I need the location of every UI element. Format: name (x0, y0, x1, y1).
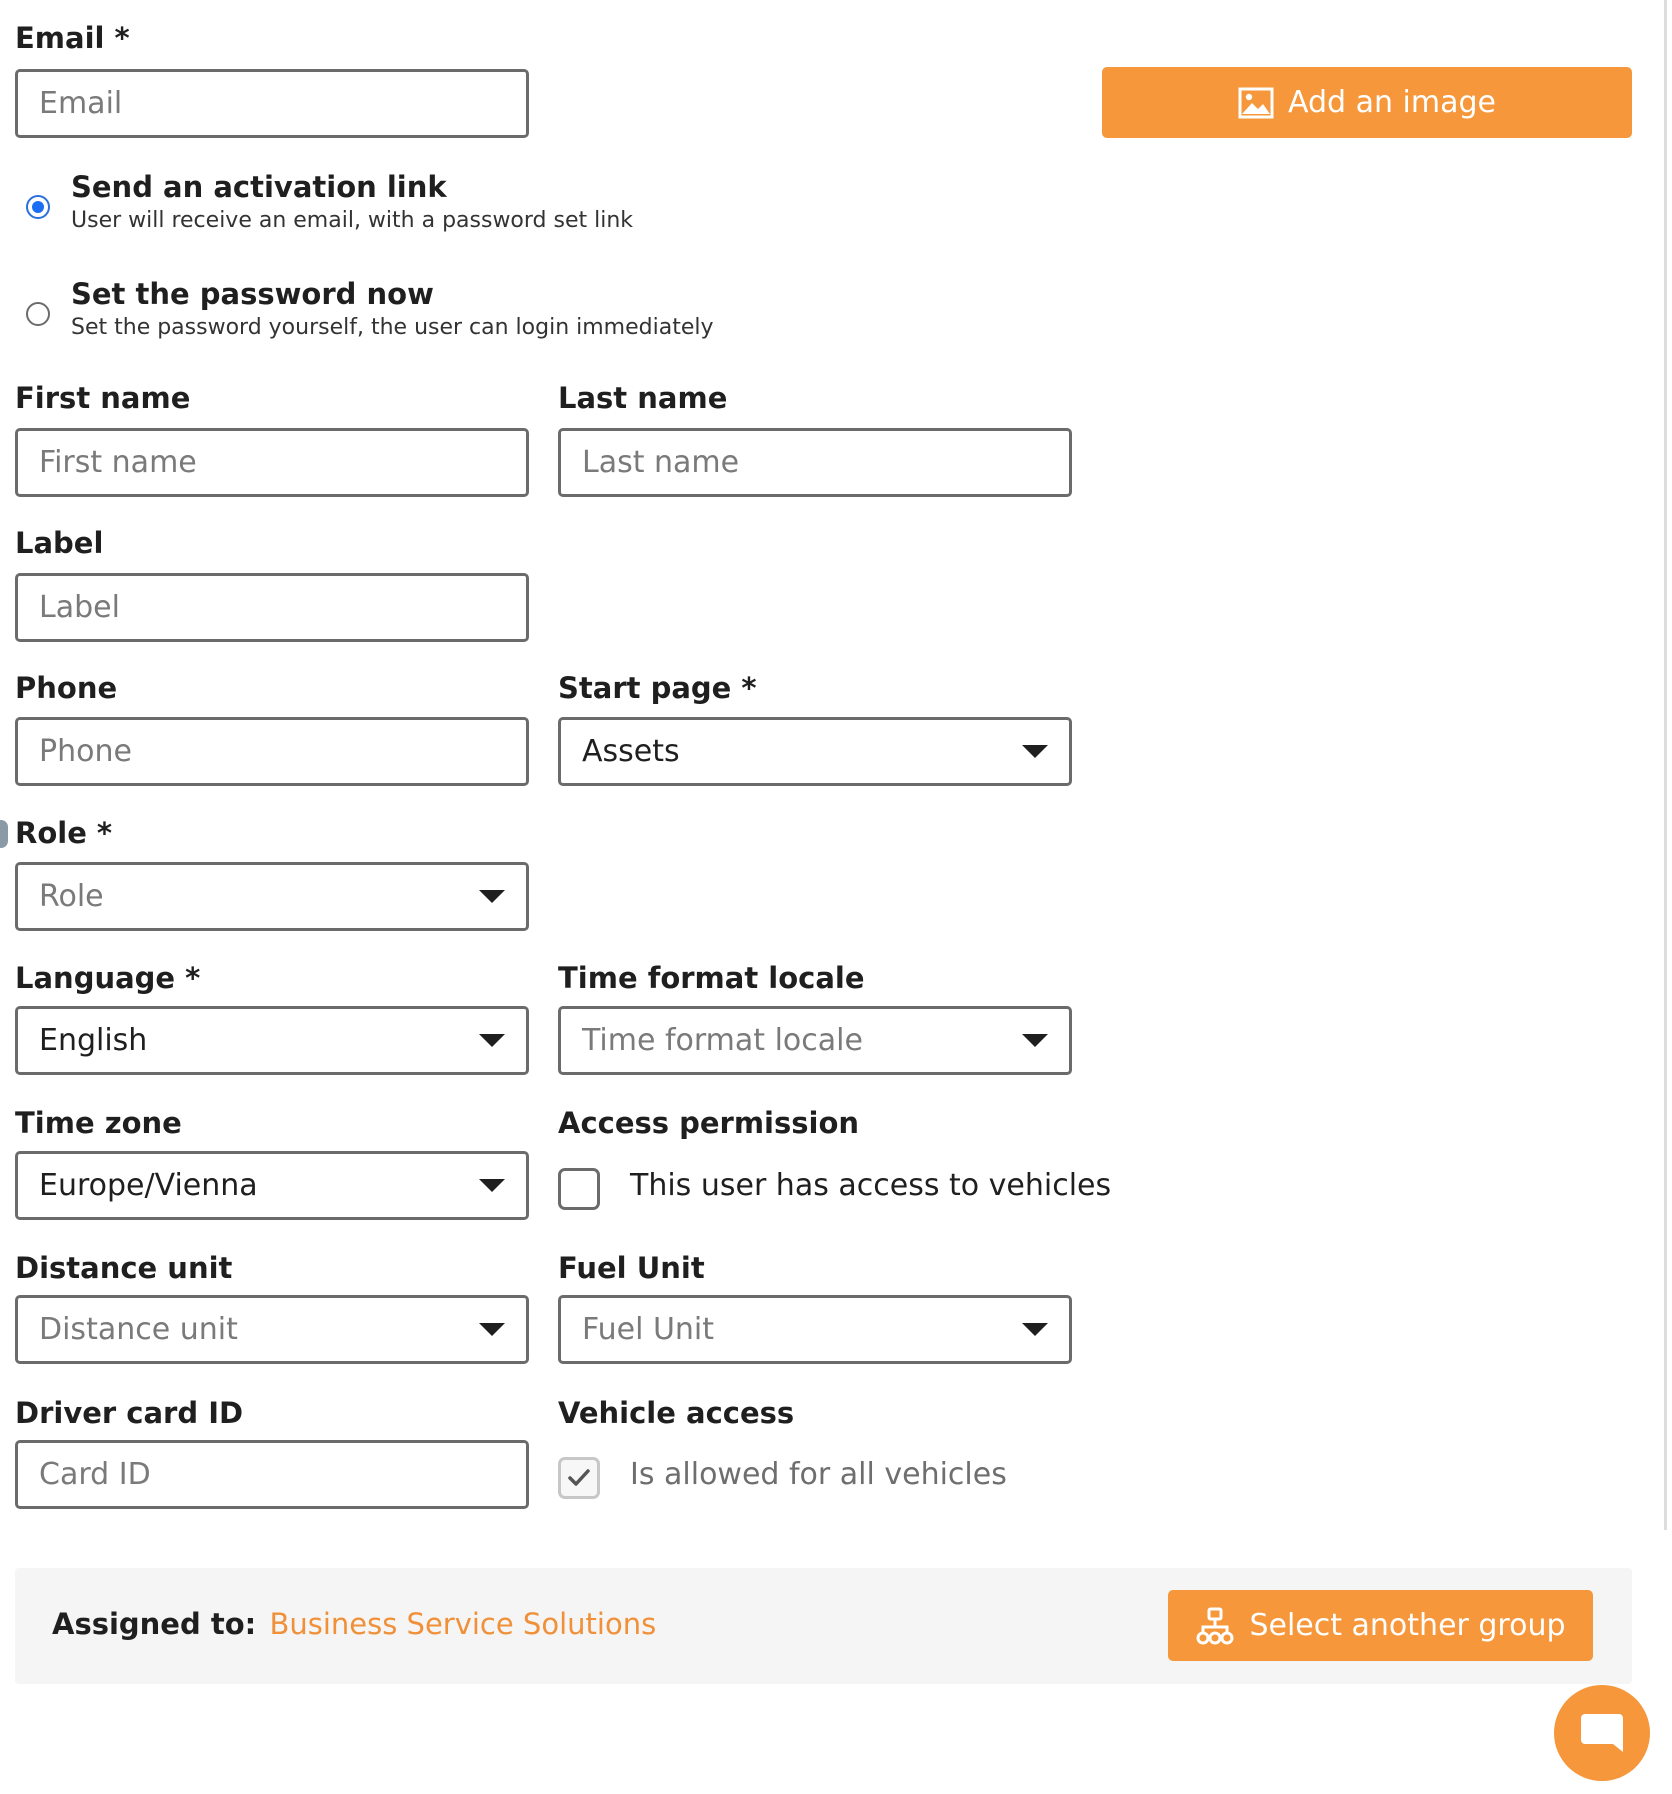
radio-send-activation-link[interactable] (26, 195, 50, 219)
label-input[interactable] (39, 590, 505, 625)
time-format-locale-placeholder: Time format locale (582, 1023, 863, 1058)
distance-unit-placeholder: Distance unit (39, 1312, 238, 1347)
chevron-down-icon (479, 1179, 505, 1192)
email-input[interactable] (39, 86, 505, 121)
last-name-field[interactable] (558, 428, 1072, 497)
time-format-locale-label: Time format locale (558, 961, 865, 995)
label-field[interactable] (15, 573, 529, 642)
select-another-group-button[interactable] (1168, 1590, 1593, 1661)
assignment-panel (15, 1568, 1632, 1684)
set-password-title: Set the password now (71, 277, 434, 311)
distance-unit-select[interactable] (15, 1295, 529, 1364)
role-label: Role * (15, 816, 113, 850)
chevron-down-icon (1022, 1323, 1048, 1336)
time-zone-value: Europe/Vienna (39, 1168, 258, 1203)
assigned-to-prefix: Assigned to: (52, 1607, 257, 1641)
start-page-value: Assets (582, 734, 680, 769)
chevron-down-icon (479, 1323, 505, 1336)
driver-card-label: Driver card ID (15, 1396, 244, 1430)
distance-unit-label: Distance unit (15, 1251, 233, 1285)
all-vehicles-text: Is allowed for all vehicles (630, 1457, 1007, 1492)
role-placeholder: Role (39, 879, 104, 914)
time-zone-label: Time zone (15, 1106, 182, 1140)
scrollbar-track[interactable] (1664, 0, 1667, 1530)
chevron-down-icon (1022, 745, 1048, 758)
send-activation-title: Send an activation link (71, 170, 447, 204)
fuel-unit-label: Fuel Unit (558, 1251, 705, 1285)
language-select[interactable] (15, 1006, 529, 1075)
image-icon (1238, 87, 1274, 119)
last-name-label: Last name (558, 381, 728, 415)
radio-set-password-now[interactable] (26, 302, 50, 326)
language-value: English (39, 1023, 148, 1058)
role-select[interactable] (15, 862, 529, 931)
time-format-locale-select[interactable] (558, 1006, 1072, 1075)
vehicle-access-permission-text: This user has access to vehicles (630, 1168, 1112, 1203)
fuel-unit-select[interactable] (558, 1295, 1072, 1364)
language-label: Language * (15, 961, 201, 995)
chat-button[interactable] (1554, 1685, 1650, 1781)
first-name-input[interactable] (39, 445, 505, 480)
side-handle[interactable] (0, 820, 8, 848)
fuel-unit-placeholder: Fuel Unit (582, 1312, 715, 1347)
set-password-subtitle: Set the password yourself, the user can login immediately (71, 315, 714, 340)
add-image-label: Add an image (1288, 85, 1496, 120)
chevron-down-icon (479, 1034, 505, 1047)
driver-card-field[interactable] (15, 1440, 529, 1509)
start-page-label: Start page * (558, 671, 757, 705)
phone-label: Phone (15, 671, 118, 705)
chevron-down-icon (1022, 1034, 1048, 1047)
first-name-label: First name (15, 381, 191, 415)
time-zone-select[interactable] (15, 1151, 529, 1220)
last-name-input[interactable] (582, 445, 1048, 480)
driver-card-input[interactable] (39, 1457, 505, 1492)
select-another-group-label: Select another group (1249, 1608, 1566, 1643)
phone-input[interactable] (39, 734, 505, 769)
send-activation-subtitle: User will receive an email, with a password set link (71, 208, 634, 233)
access-permission-label: Access permission (558, 1106, 860, 1140)
vehicle-access-label: Vehicle access (558, 1396, 795, 1430)
add-image-button[interactable] (1102, 67, 1632, 138)
first-name-field[interactable] (15, 428, 529, 497)
email-field[interactable] (15, 69, 529, 138)
all-vehicles-checkbox[interactable] (558, 1457, 600, 1499)
chevron-down-icon (479, 890, 505, 903)
start-page-select[interactable] (558, 717, 1072, 786)
email-label: Email * (15, 21, 130, 55)
chat-icon (1579, 1710, 1625, 1756)
assignment-text (52, 1607, 656, 1641)
vehicle-access-permission-checkbox[interactable] (558, 1168, 600, 1210)
assigned-group-link[interactable]: Business Service Solutions (269, 1607, 657, 1641)
checkmark-icon (567, 1468, 591, 1488)
label-field-label: Label (15, 526, 104, 560)
phone-field[interactable] (15, 717, 529, 786)
hierarchy-icon (1195, 1606, 1235, 1646)
